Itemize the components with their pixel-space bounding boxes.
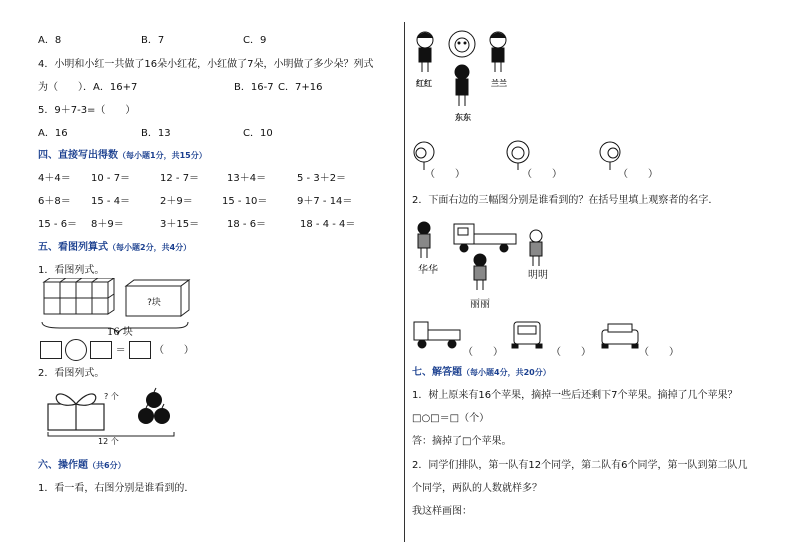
section-6-title: 六、操作题 bbox=[38, 460, 88, 471]
cube-stack bbox=[44, 278, 114, 314]
q3-option-a: A．8 bbox=[38, 35, 62, 46]
sec5-q1-text: 1．看图列式。 bbox=[38, 265, 105, 276]
kid-huahua-icon bbox=[418, 222, 430, 258]
apple-icons bbox=[138, 388, 170, 424]
q4-option-c: C．7+16 bbox=[278, 82, 323, 93]
boy-dongdong-icon bbox=[455, 65, 469, 106]
section-4-heading bbox=[38, 146, 207, 161]
q5-text: 5．9＋7-3=（ ） bbox=[38, 105, 136, 116]
sec7-q2-line1: 2．同学们排队，第一队有12个同学，第二队有6个同学，第一队到第二队几 bbox=[412, 460, 748, 471]
section-5-note: （每小题2分，共4分） bbox=[108, 243, 192, 252]
answer-box-3[interactable] bbox=[129, 341, 151, 359]
sec7-q2-line2: 个同学，两队的人数就样多？ bbox=[412, 483, 542, 494]
name-dongdong: 东东 bbox=[455, 113, 471, 122]
equals-sign: ＝ bbox=[115, 345, 126, 356]
sec7-q1-answer: 答：摘掉了□个苹果。 bbox=[412, 436, 512, 447]
calc-r2-c1: 6＋8＝ bbox=[38, 196, 71, 207]
section-5-heading bbox=[38, 238, 191, 253]
section-6-note: （共6分） bbox=[88, 461, 126, 470]
q4-text-line2: 为（ ）．A．16+7 bbox=[38, 82, 138, 93]
unit-paren: （ ） bbox=[153, 345, 194, 356]
kid-lili-icon bbox=[474, 254, 486, 290]
twelve-label: 12 个 bbox=[98, 437, 119, 446]
answer-paren-2[interactable]: （ ） bbox=[522, 169, 562, 180]
truck-side-view-icon bbox=[414, 322, 460, 348]
right-q2-text: 2．下面右边的三幅图分别是谁看到的？在括号里填上观察者的名字． bbox=[412, 195, 719, 206]
kid-mingming-icon bbox=[530, 230, 542, 266]
section-6-heading bbox=[38, 456, 126, 471]
sec6-q1-text: 1．看一看，右图分别是谁看到的． bbox=[38, 483, 195, 494]
section-7-heading bbox=[412, 363, 551, 378]
truck-views bbox=[412, 318, 652, 352]
calc-r3-c3: 3＋15＝ bbox=[160, 219, 200, 230]
box-label: ?块 bbox=[147, 298, 161, 308]
equation-row bbox=[40, 339, 194, 361]
calc-r2-c5: 9＋7 - 14＝ bbox=[297, 196, 353, 207]
calc-r3-c2: 8＋9＝ bbox=[91, 219, 124, 230]
answer-box-1[interactable] bbox=[40, 341, 62, 359]
answer-paren-3[interactable]: （ ） bbox=[618, 169, 658, 180]
q4-text: 4．小明和小红一共做了16朵小红花，小红做了7朵，小明做了多少朵？列式 bbox=[38, 59, 374, 70]
lion-right-view-icon bbox=[600, 142, 620, 170]
name-lili: 丽丽 bbox=[470, 299, 490, 310]
sec7-q1-text: 1．树上原来有16个苹果，摘掉一些后还剩下7个苹果。摘掉了几个苹果？ bbox=[412, 390, 738, 401]
answer-box-2[interactable] bbox=[90, 341, 112, 359]
calc-r2-c3: 2＋9＝ bbox=[160, 196, 193, 207]
name-huahua: 华华 bbox=[418, 265, 438, 276]
truck-icon bbox=[454, 224, 516, 252]
section-5-title: 五、看图列算式 bbox=[38, 242, 108, 253]
truck-paren-3[interactable]: （ ） bbox=[639, 347, 679, 358]
section-4-title: 四、直接写出得数 bbox=[38, 150, 118, 161]
truck-paren-2[interactable]: （ ） bbox=[551, 347, 591, 358]
sec5-q2-text: 2．看图列式。 bbox=[38, 368, 105, 379]
section-4-note: （每小题1分，共15分） bbox=[118, 151, 207, 160]
truck-front-view-icon bbox=[512, 322, 542, 348]
sec7-q1-formula: □○□＝□（个） bbox=[412, 413, 490, 424]
q5-option-a: A．16 bbox=[38, 128, 68, 139]
calc-r3-c5: 18 - 4 - 4＝ bbox=[300, 219, 356, 230]
name-honghong: 红红 bbox=[416, 79, 432, 88]
section-7-title: 七、解答题 bbox=[412, 367, 462, 378]
section-7-note: （每小题4分，共20分） bbox=[462, 368, 551, 377]
gift-label: ? 个 bbox=[104, 392, 119, 401]
kids-figure bbox=[412, 28, 522, 120]
calc-r2-c4: 15 - 10＝ bbox=[222, 196, 268, 207]
name-mingming: 明明 bbox=[528, 270, 548, 281]
calc-r1-c1: 4＋4＝ bbox=[38, 173, 71, 184]
calc-r3-c1: 15 - 6＝ bbox=[38, 219, 78, 230]
q4-option-b: B．16-7 bbox=[234, 82, 274, 93]
calc-r1-c2: 10 - 7＝ bbox=[91, 173, 131, 184]
lion-head-icon bbox=[449, 31, 475, 57]
calc-r3-c4: 18 - 6＝ bbox=[227, 219, 267, 230]
column-divider bbox=[404, 22, 405, 542]
sec7-q2-line3: 我这样画图： bbox=[412, 506, 472, 517]
calc-r1-c3: 12 - 7＝ bbox=[160, 173, 200, 184]
brace-label: 16 块 bbox=[107, 327, 133, 338]
truck-back-view-icon bbox=[602, 324, 638, 348]
gift-icon bbox=[48, 394, 104, 430]
calc-r1-c4: 13＋4＝ bbox=[227, 173, 267, 184]
q5-option-c: C．10 bbox=[243, 128, 273, 139]
q5-option-b: B．13 bbox=[141, 128, 171, 139]
operator-circle[interactable] bbox=[65, 339, 87, 361]
calc-r2-c2: 15 - 4＝ bbox=[91, 196, 131, 207]
girl-lanlan-icon bbox=[490, 32, 506, 72]
name-lanlan: 兰兰 bbox=[491, 79, 507, 88]
q3-option-c: C．9 bbox=[243, 35, 267, 46]
truck-paren-1[interactable]: （ ） bbox=[463, 347, 503, 358]
q3-option-b: B．7 bbox=[141, 35, 165, 46]
girl-honghong-icon bbox=[417, 32, 433, 72]
calc-r1-c5: 5 - 3＋2＝ bbox=[297, 173, 347, 184]
answer-paren-1[interactable]: （ ） bbox=[425, 169, 465, 180]
